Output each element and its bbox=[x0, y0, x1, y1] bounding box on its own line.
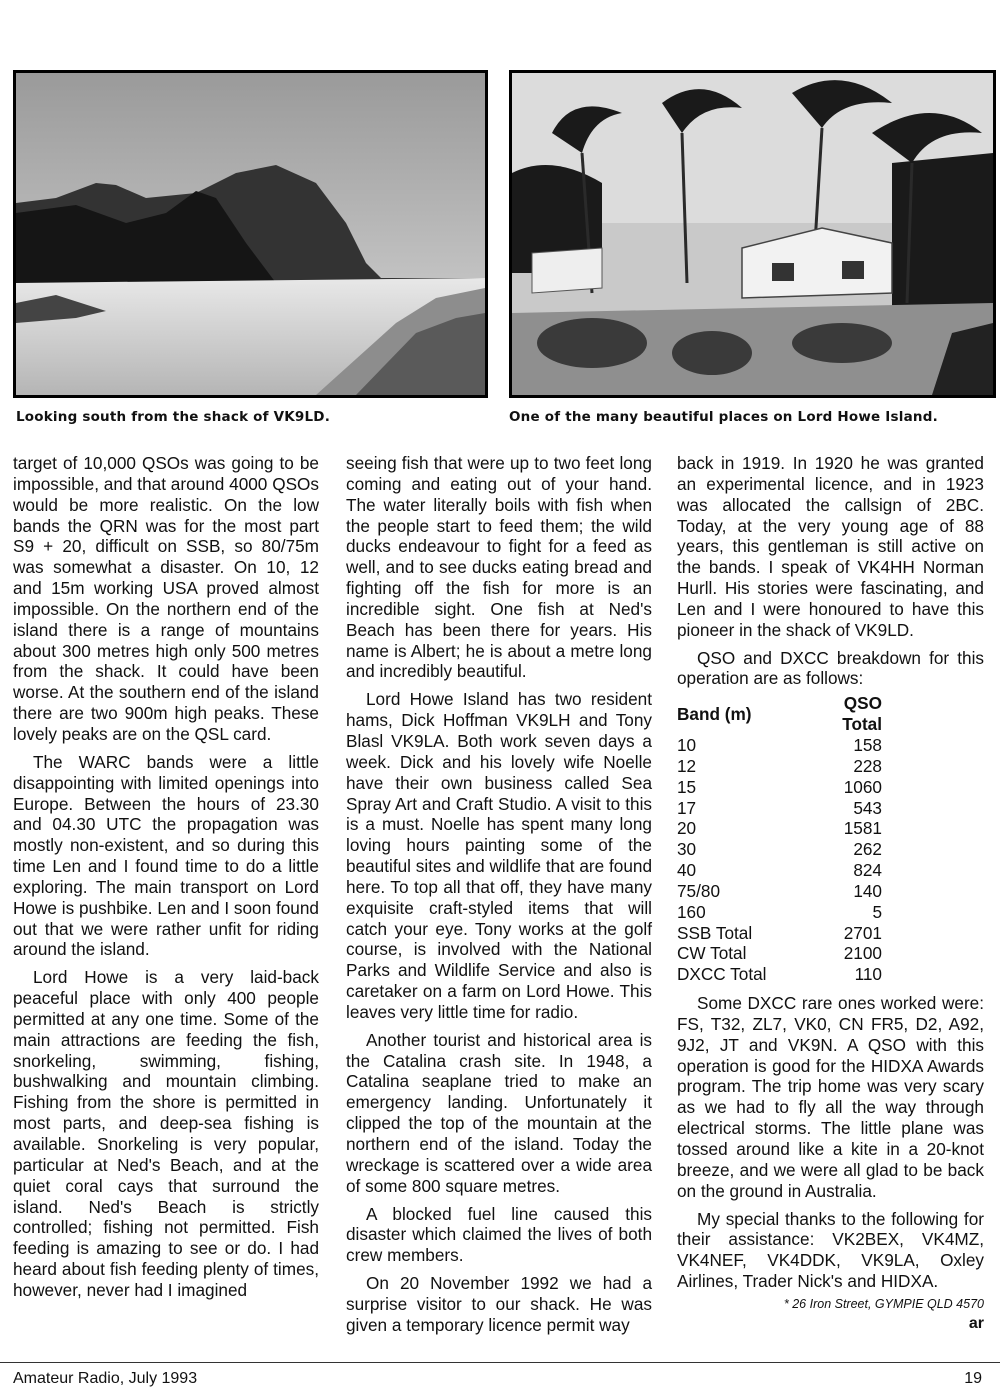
paragraph: A blocked fuel line caused this disaster which claimed the lives of both crew members. bbox=[346, 1203, 652, 1266]
qso-cell: 2100 bbox=[843, 943, 882, 964]
paragraph: The WARC bands were a little disappointing with limited openings into Europe. Between the hours of 23.30 and 04.30 UTC the propagation was mostly non-existent, and so during this time Len and I found time to do a little exploring. The main transport on Lord Howe is pushbike. Len and I soon found out that we were rather unfit for riding around the island. bbox=[13, 751, 319, 960]
photo-caption: Looking south from the shack of VK9LD. bbox=[16, 409, 331, 425]
beach-landscape-image bbox=[16, 73, 485, 395]
band-cell: 12 bbox=[677, 755, 697, 776]
footer-publication: Amateur Radio, July 1993 bbox=[13, 1370, 198, 1387]
table-header-qso-total: QSO Total bbox=[842, 693, 882, 735]
band-cell: CW Total bbox=[677, 943, 747, 964]
table-row bbox=[677, 923, 882, 944]
qso-cell: 158 bbox=[853, 734, 882, 755]
paragraph: Some DXCC rare ones worked were: FS, T32, ZL7, VK0, CN FR5, D2, A92, 9J2, JT and VK9N. A QSO with this operation is good for the HIDXA Awards program. The trip home was very scary as we had to fly all the way through electrical storms. The little plane was tossed around like a kite in a 20-knot breeze, and we were all glad to be back on the ground in Australia. bbox=[677, 993, 984, 1201]
paragraph: QSO and DXCC breakdown for this operation are as follows: bbox=[677, 647, 984, 689]
paragraph: On 20 November 1992 we had a surprise visitor to our shack. He was given a temporary licence permit way bbox=[346, 1273, 652, 1335]
band-cell: 15 bbox=[677, 776, 697, 797]
band-cell: 20 bbox=[677, 818, 697, 839]
table-row bbox=[677, 777, 882, 798]
photo-beach-looking-south bbox=[13, 70, 488, 398]
qso-cell: 140 bbox=[853, 880, 882, 901]
article-column-2 bbox=[346, 453, 652, 1336]
band-cell: 40 bbox=[677, 860, 697, 881]
qso-cell: 110 bbox=[854, 964, 882, 985]
table-header-band: Band (m) bbox=[677, 703, 752, 724]
table-row bbox=[677, 756, 882, 777]
qso-cell: 1581 bbox=[843, 818, 882, 839]
paragraph: My special thanks to the following for their assistance: VK2BEX, VK4MZ, VK4NEF, VK4DDK, VK9LA, Oxley Airlines, Trader Nick's and HIDXA. bbox=[677, 1208, 984, 1292]
photo-island-house bbox=[509, 70, 996, 398]
qso-cell: 2701 bbox=[843, 922, 882, 943]
author-address: * 26 Iron Street, GYMPIE QLD 4570 bbox=[783, 1296, 984, 1311]
table-row bbox=[677, 943, 882, 964]
article-column-3 bbox=[677, 453, 984, 1335]
table-row bbox=[677, 735, 882, 756]
qso-breakdown-table bbox=[677, 693, 882, 985]
band-cell: 160 bbox=[677, 901, 706, 922]
qso-cell: 228 bbox=[853, 755, 882, 776]
qso-cell: 262 bbox=[853, 839, 882, 860]
article-column-1 bbox=[13, 453, 319, 1301]
paragraph: target of 10,000 QSOs was going to be impossible, and that around 4000 QSOs would be more realistic. On the low bands the QRN was for the most part S9 + 20, difficult on SSB, so 80/75m was somewhat a disaster. On 10, 12 and 15m working USA proved almost impossible. On the northern end of the island there is a range of mountains about 300 metres high only 500 metres from the shack. It could have been worse. At the southern end of the island there are two 900m high peaks. These lovely peaks are on the QSL card. bbox=[13, 453, 319, 744]
paragraph: back in 1919. In 1920 he was granted an experimental licence, and in 1923 was allocated the callsign of 2BC. Today, at the very young age of 88 years, this gentleman is still active on the bands. I speak of VK4HH Norman Hurll. His stories were fascinating, and Len and I were honoured to have this pioneer in the shack of VK9LD. bbox=[677, 453, 984, 640]
table-row bbox=[677, 798, 882, 819]
table-row bbox=[677, 964, 882, 985]
photo-caption: One of the many beautiful places on Lord Howe Island. bbox=[509, 409, 938, 425]
table-row bbox=[677, 902, 882, 923]
band-cell: 30 bbox=[677, 839, 697, 860]
island-house-image bbox=[512, 73, 993, 395]
footer-rule bbox=[0, 1362, 1000, 1363]
qso-cell: 5 bbox=[872, 901, 882, 922]
table-header-row bbox=[677, 693, 882, 735]
band-cell: 17 bbox=[677, 797, 697, 818]
band-cell: SSB Total bbox=[677, 922, 753, 943]
sign-off-mark: ar bbox=[968, 1314, 984, 1332]
band-cell: 10 bbox=[677, 734, 697, 755]
table-row bbox=[677, 860, 882, 881]
paragraph: Lord Howe Island has two resident hams, Dick Hoffman VK9LH and Tony Blasl VK9LA. Both work seven days a week. Dick and his lovely wife Noelle have their own business called Sea Spray Art and Craft Studio. A visit to this is a must. Noelle has spent many long loving hours painting some of the beautiful sites and wildlife that are found here. To top all that off, they have many exquisite craft-styled items that will catch your eye. Tony works at the golf course, is involved with the National Parks and Wildlife Service and also is caretaker on a farm on Lord Howe. This leaves very little time for radio. bbox=[346, 689, 652, 1022]
table-row bbox=[677, 839, 882, 860]
table-row bbox=[677, 881, 882, 902]
paragraph: Another tourist and historical area is the Catalina crash site. In 1948, a Catalina seaplane tried to make an emergency landing. Unfortunately it clipped the top of the mountain at the northern end of the island. Today the wreckage is scattered over a wide area of some 800 square metres. bbox=[346, 1029, 652, 1196]
table-row bbox=[677, 818, 882, 839]
footer-page-number: 19 bbox=[964, 1370, 982, 1387]
band-cell: DXCC Total bbox=[677, 964, 767, 985]
qso-cell: 824 bbox=[853, 860, 882, 881]
band-cell: 75/80 bbox=[677, 880, 721, 901]
qso-cell: 1060 bbox=[843, 776, 882, 797]
paragraph: Lord Howe is a very laid-back peaceful place with only 400 people permitted at any one time. Some of the main attractions are feeding the fish, snorkeling, swimming, fishing, bushwalking and mountain climbing. Fishing from the shore is permitted in most parts, and deep-sea fishing is available. Snorkeling is very popular, particular at Ned's Beach, and at the quiet coral cays that surround the island. Ned's Beach is strictly controlled; fishing not permitted. Fish feeding is amazing to see or do. I had heard about fish feeding plenty of times, however, never had I imagined bbox=[13, 967, 319, 1300]
paragraph: seeing fish that were up to two feet long coming and eating out of your hand. The water literally boils with fish when the people start to feed them; the wild ducks endeavour to fight for a feed as well, and to see ducks eating bread and fighting off the fish for more is an incredible sight. One fish at Ned's Beach has been there for years. His name is Albert; he is about a metre long and incredibly beautiful. bbox=[346, 453, 652, 682]
qso-cell: 543 bbox=[853, 797, 882, 818]
